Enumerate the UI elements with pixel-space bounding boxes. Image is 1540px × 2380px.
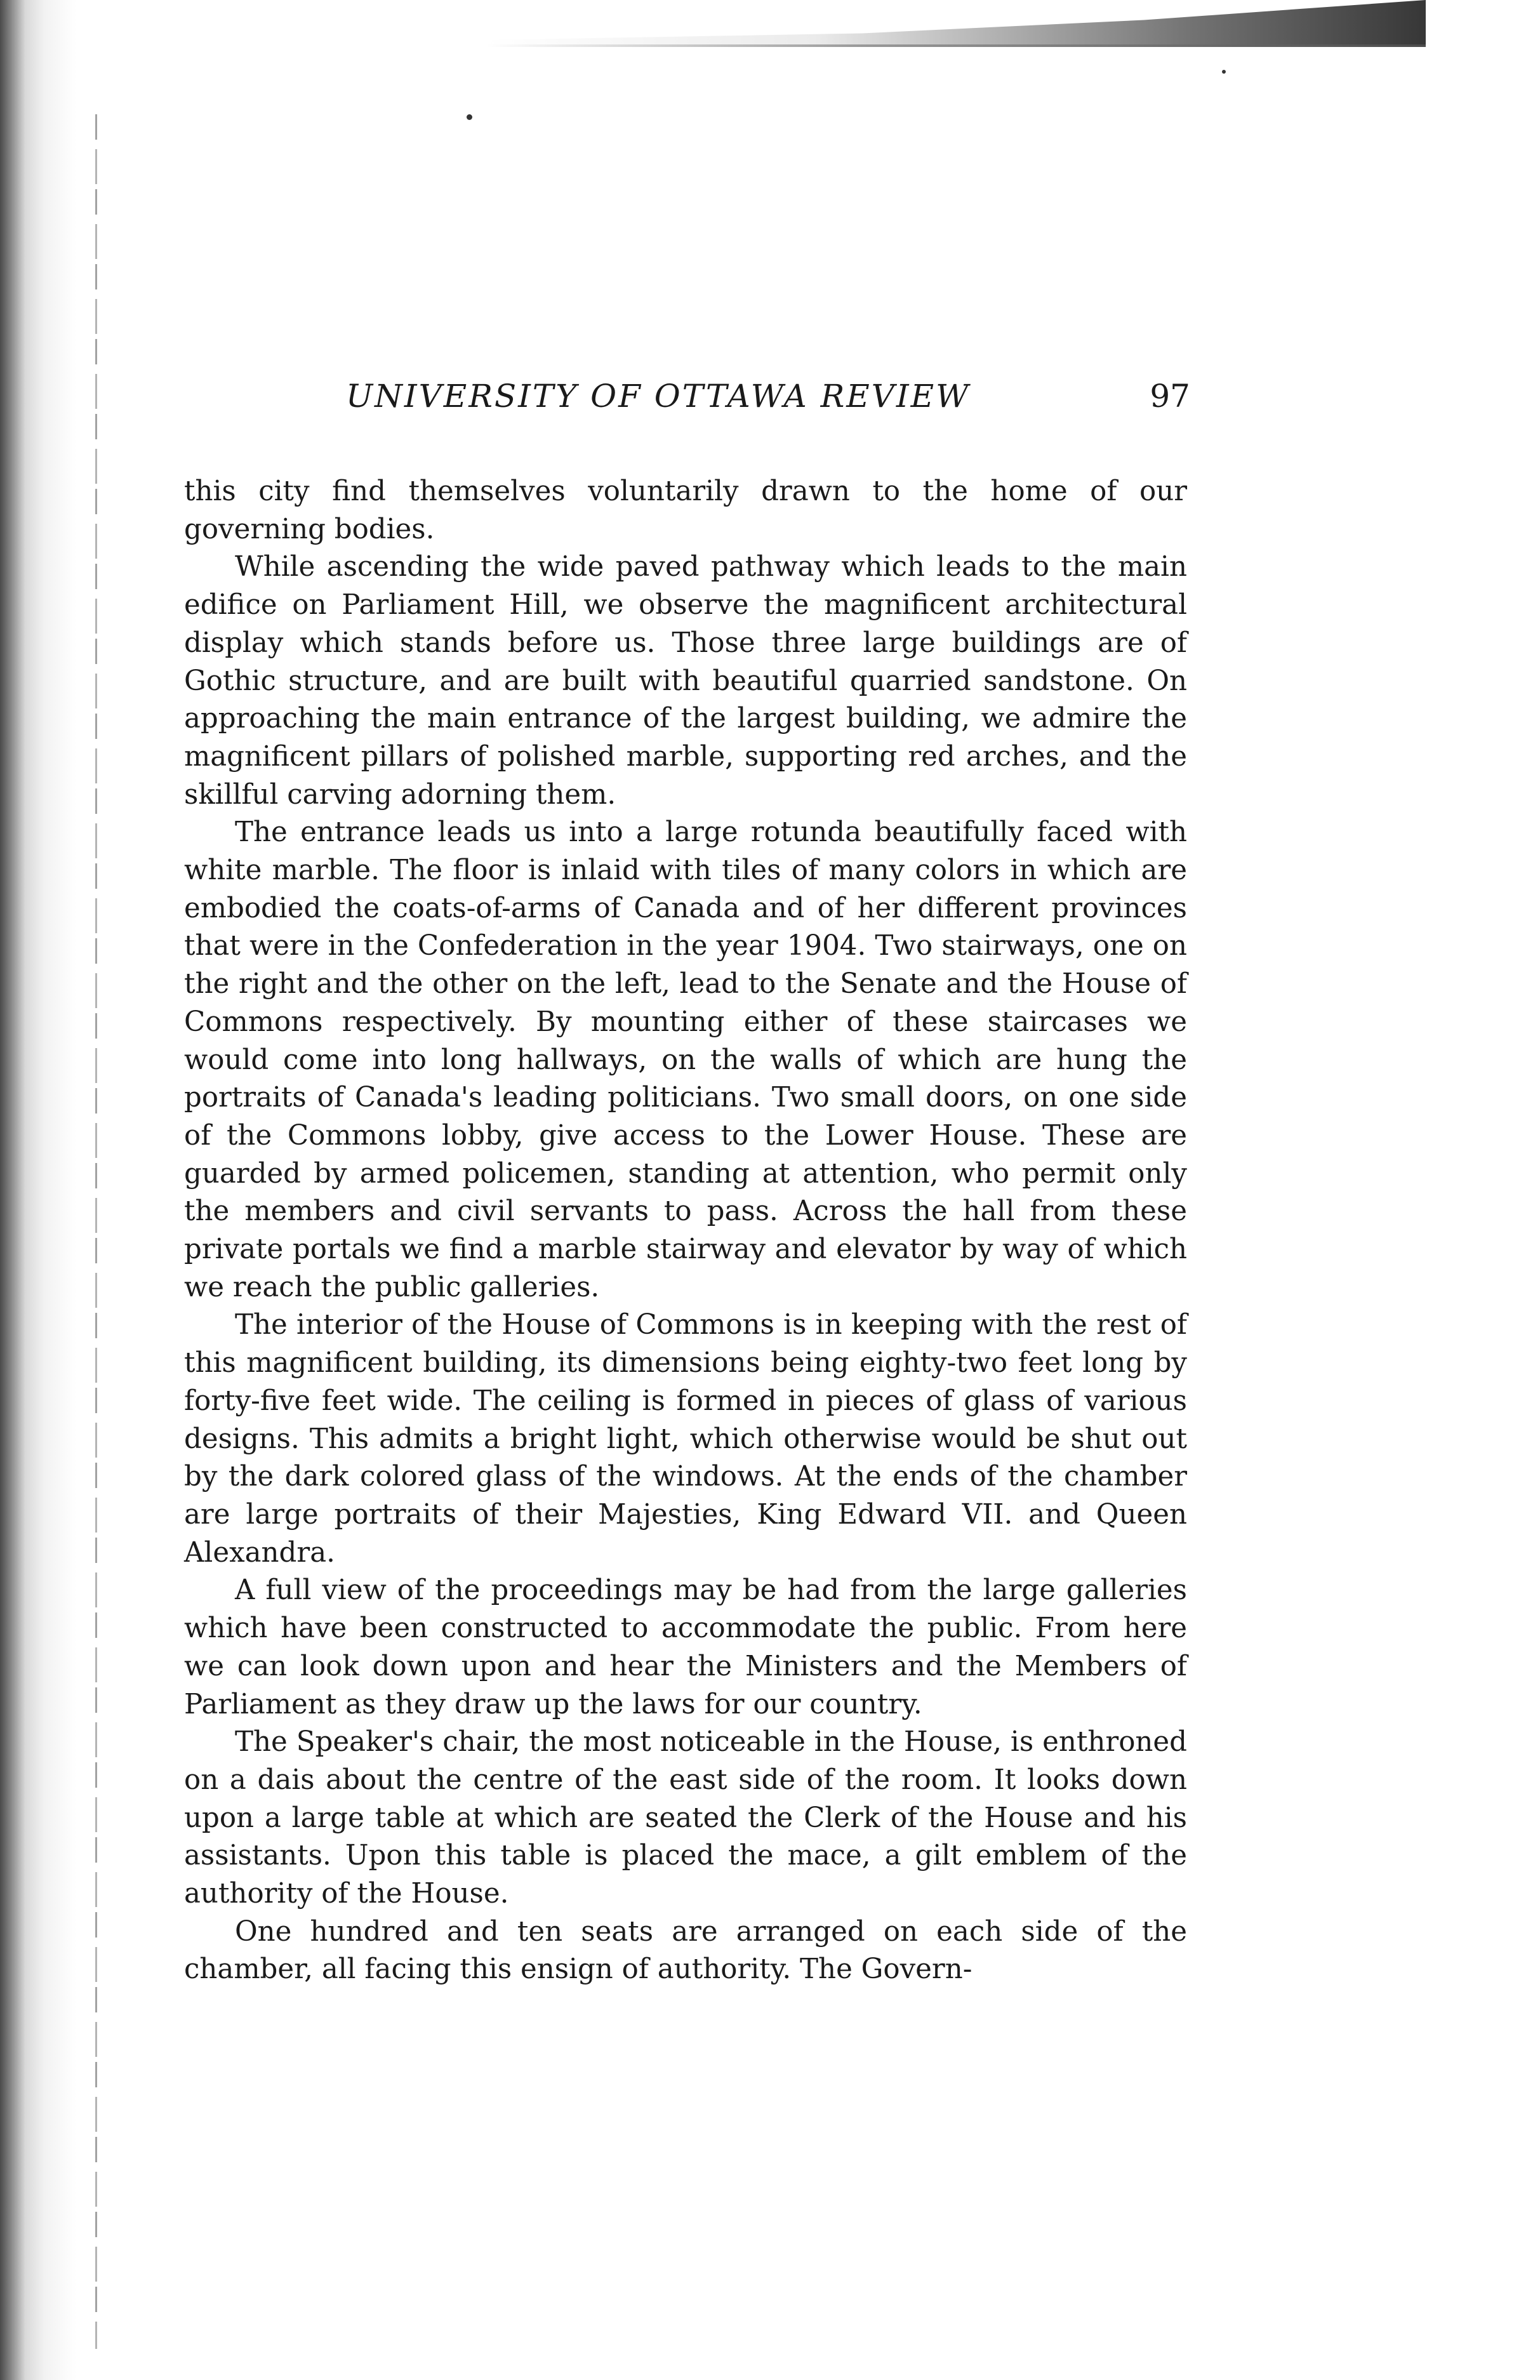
paragraph: A full view of the proceedings may be had from the large galleries which have been constructed to accommodate the public. From here we can look down upon and hear the Ministers and the Members of Parliament as they draw up the laws for our country. (184, 1574, 1187, 1720)
body-text (184, 473, 1187, 1989)
paragraph: this city find themselves voluntarily drawn to the home of our governing bodies. (184, 475, 1187, 545)
page-number: 97 (1150, 378, 1190, 415)
page-header (346, 378, 1190, 422)
paragraph: One hundred and ten seats are arranged on each side of the chamber, all facing this ensign of authority. The Govern- (184, 1915, 1187, 1986)
paragraph: The entrance leads us into a large rotunda beautifully faced with white marble. The floor is inlaid with tiles of many colors in which are embodied the coats-of-arms of Canada and of her different provinces that were in the Confederation in the year 1904. Two stairways, one on the right and the other on the left, lead to the Senate and the House of Commons respectively. By mounting either of these staircases we would come into long hallways, on the walls of which are hung the portraits of Canada's leading politicians. Two small doors, on one side of the Commons lobby, give access to the Lower House. These are guarded by armed policemen, standing at attention, who permit only the members and civil servants to pass. Across the hall from these private portals we find a marble stairway and elevator by way of which we reach the public galleries. (184, 816, 1187, 1303)
scan-speck (467, 114, 472, 120)
paragraph: The interior of the House of Commons is in keeping with the rest of this magnificent building, its dimensions being eighty-two feet long by forty-five feet wide. The ceiling is formed in pieces of glass of various designs. This admits a bright light, which otherwise would be shut out by the dark colored glass of the windows. At the ends of the chamber are large portraits of their Majesties, King Edward VII. and Queen Alexandra. (184, 1309, 1187, 1569)
paragraph: While ascending the wide paved pathway which leads to the main edifice on Parliament Hill, we observe the magnificent architectural display which stands before us. Those three large buildings are of Gothic structure, and are built with beautiful quarried sandstone. On approaching the main entrance of the largest building, we admire the magnificent pillars of polished marble, supporting red arches, and the skillful carving adorning them. (184, 551, 1187, 811)
scan-binding-line (95, 114, 97, 2349)
running-title: UNIVERSITY OF OTTAWA REVIEW (346, 378, 971, 415)
scan-top-line (486, 44, 1426, 47)
paragraph: The Speaker's chair, the most noticeable in the House, is enthroned on a dais about the centre of the east side of the room. It looks down upon a large table at which are seated the Clerk of the House and his assistants. Upon this table is placed the mace, a gilt emblem of the authority of the House. (184, 1726, 1187, 1910)
scan-top-edge (486, 0, 1426, 44)
scan-binding-edge (0, 0, 133, 2380)
scan-speck (1222, 70, 1226, 74)
